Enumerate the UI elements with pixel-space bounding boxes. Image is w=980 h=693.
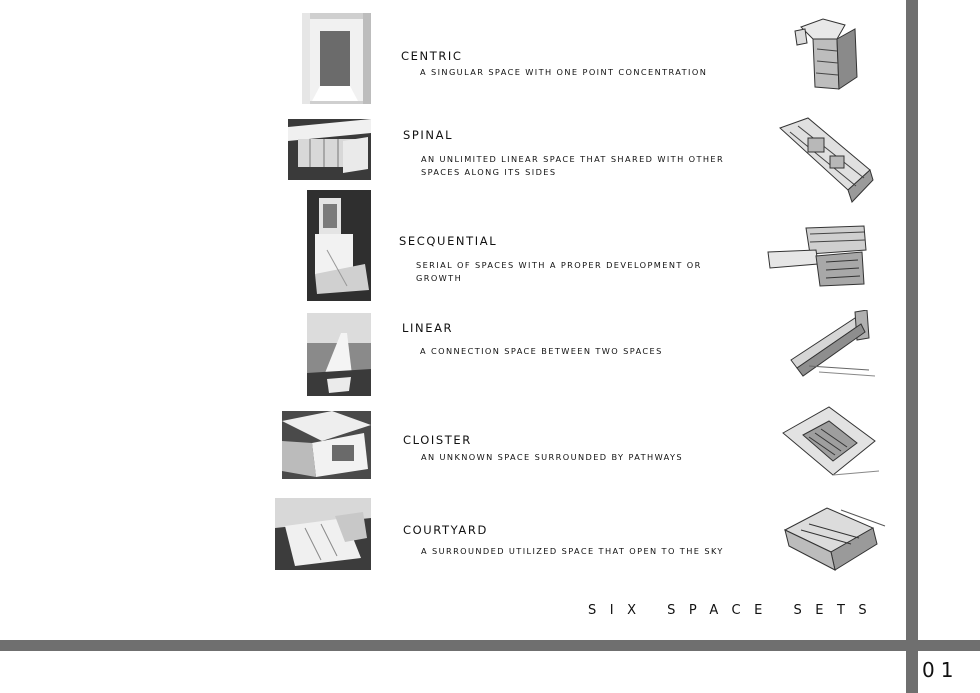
set-description-linear: A CONNECTION SPACE BETWEEN TWO SPACES [420,346,663,356]
set-title-centric: CENTRIC [401,49,463,63]
set-title-linear: LINEAR [402,321,454,335]
cloister-model-photo [282,411,371,479]
set-description-centric: A SINGULAR SPACE WITH ONE POINT CONCENTRATION [420,67,708,77]
spinal-model-photo [288,119,371,180]
frame-vertical-bar [906,0,918,693]
set-description-secquential: SERIAL OF SPACES WITH A PROPER DEVELOPMENT OR GROWTH [416,260,702,283]
courtyard-model-photo [275,498,371,570]
set-description-courtyard: A SURROUNDED UTILIZED SPACE THAT OPEN TO THE SKY [421,546,724,556]
set-title-secquential: SECQUENTIAL [399,234,498,248]
spinal-sketch [778,110,878,210]
page-heading: SIX SPACE SETS [588,603,881,618]
linear-model-photo [307,313,371,396]
courtyard-sketch [781,500,889,580]
frame-horizontal-bar [0,640,980,651]
set-title-courtyard: COURTYARD [403,523,488,537]
set-title-cloister: CLOISTER [403,433,472,447]
set-description-spinal: AN UNLIMITED LINEAR SPACE THAT SHARED WITH OTHER SPACES ALONG ITS SIDES [421,154,725,177]
secquential-model-photo [307,190,371,301]
set-description-cloister: AN UNKNOWN SPACE SURROUNDED BY PATHWAYS [421,452,683,462]
set-title-spinal: SPINAL [403,128,454,142]
cloister-sketch [781,405,881,481]
secquential-sketch [766,222,868,288]
page-number: 01 [922,658,960,682]
centric-model-photo [302,13,371,104]
centric-sketch [793,17,863,95]
linear-sketch [789,310,877,380]
